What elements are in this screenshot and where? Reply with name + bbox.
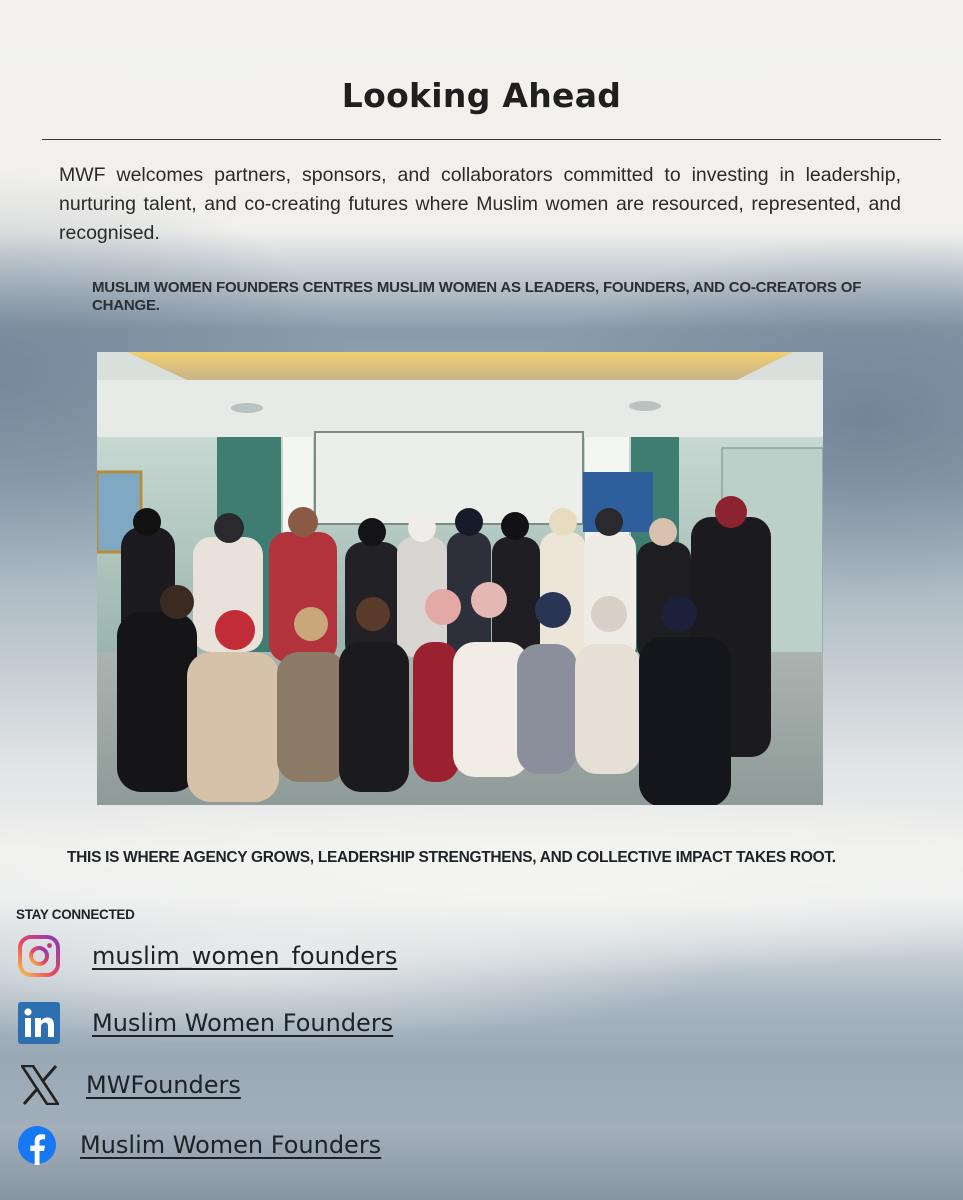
linkedin-icon	[17, 1001, 61, 1045]
instagram-handle: muslim_women_founders	[92, 942, 398, 970]
facebook-icon	[17, 1125, 57, 1165]
x-icon	[21, 1065, 59, 1105]
linkedin-handle: Muslim Women Founders	[92, 1009, 394, 1037]
intro-paragraph: MWF welcomes partners, sponsors, and collaborators committed to investing in leadership, nurturing talent, and co-creating futures where Muslim women are resourced, represented, and recognised.	[59, 164, 901, 244]
title-divider	[42, 139, 941, 140]
tagline-top: MUSLIM WOMEN FOUNDERS CENTRES MUSLIM WOMEN AS LEADERS, FOUNDERS, AND CO-CREATORS OF CHANGE.	[92, 279, 862, 314]
instagram-link[interactable]	[17, 934, 397, 978]
x-link[interactable]	[21, 1065, 241, 1105]
x-handle: MWFounders	[86, 1071, 241, 1099]
page-title: Looking Ahead	[341, 76, 622, 115]
tagline-bottom: THIS IS WHERE AGENCY GROWS, LEADERSHIP STRENGTHENS, AND COLLECTIVE IMPACT TAKES ROOT.	[67, 849, 836, 866]
facebook-handle: Muslim Women Founders	[80, 1131, 382, 1159]
linkedin-link[interactable]	[17, 1001, 393, 1045]
facebook-link[interactable]	[17, 1125, 381, 1165]
stay-connected-heading: STAY CONNECTED	[16, 907, 135, 922]
group-photo	[97, 352, 823, 805]
instagram-icon	[17, 934, 61, 978]
